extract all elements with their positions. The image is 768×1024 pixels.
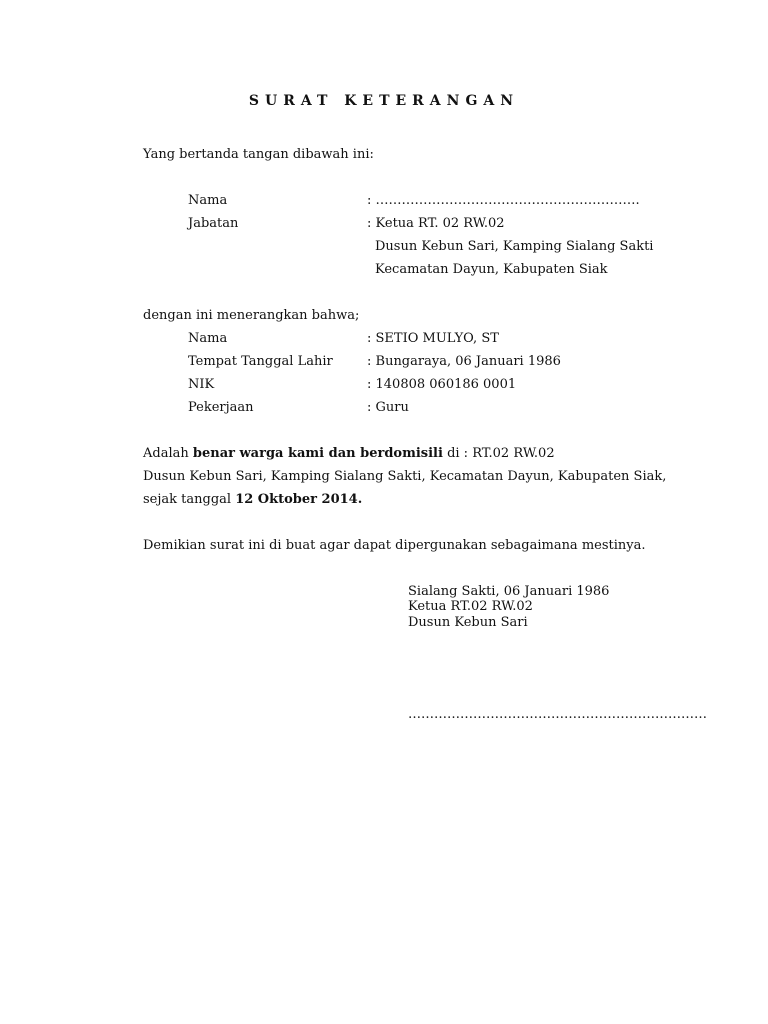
signature-place-date: Sialang Sakti, 06 Januari 1986: [408, 584, 610, 599]
subject-name-value: : SETIO MULYO, ST: [367, 331, 499, 346]
signature-role: Ketua RT.02 RW.02: [408, 599, 533, 614]
subject-occupation-value: : Guru: [367, 400, 409, 415]
body-line-1-start: Adalah: [143, 446, 193, 461]
since-date: 12 Oktober 2014.: [235, 492, 363, 507]
subject-nik-label: NIK: [188, 377, 215, 392]
signature-area: Dusun Kebun Sari: [408, 615, 528, 630]
signer-position-label: Jabatan: [188, 216, 239, 231]
body-line-1: [143, 446, 555, 462]
document-title: SURAT KETERANGAN: [248, 93, 520, 109]
statement-intro: dengan ini menerangkan bahwa;: [143, 308, 360, 323]
closing-text: Demikian surat ini di buat agar dapat dipergunakan sebagaimana mestinya.: [143, 538, 646, 553]
body-line-1-end: di : RT.02 RW.02: [442, 446, 555, 461]
subject-name-label: Nama: [188, 331, 228, 346]
body-line-2: Dusun Kebun Sari, Kamping Sialang Sakti, Kecamatan Dayun, Kabupaten Siak,: [143, 469, 667, 484]
signer-position-line2: Dusun Kebun Sari, Kamping Sialang Sakti: [375, 239, 654, 254]
subject-nik-value: : 140808 060186 0001: [367, 377, 517, 392]
subject-occupation-label: Pekerjaan: [188, 400, 254, 415]
intro-text: Yang bertanda tangan dibawah ini:: [143, 147, 374, 162]
body-line-3-start: sejak tanggal: [143, 492, 236, 507]
body-line-3: [143, 492, 362, 508]
signer-name-value: : …………………………………………………….: [367, 193, 640, 208]
signature-name-line: ……………………………………………………………: [408, 707, 707, 722]
signer-name-label: Nama: [188, 193, 228, 208]
subject-birth-value: : Bungaraya, 06 Januari 1986: [367, 354, 561, 369]
subject-birth-label: Tempat Tanggal Lahir: [188, 354, 333, 369]
signer-position-line3: Kecamatan Dayun, Kabupaten Siak: [375, 262, 608, 277]
body-line-1-emphasis: benar warga kami dan berdomisili: [192, 446, 443, 461]
signer-position-value: : Ketua RT. 02 RW.02: [367, 216, 505, 231]
